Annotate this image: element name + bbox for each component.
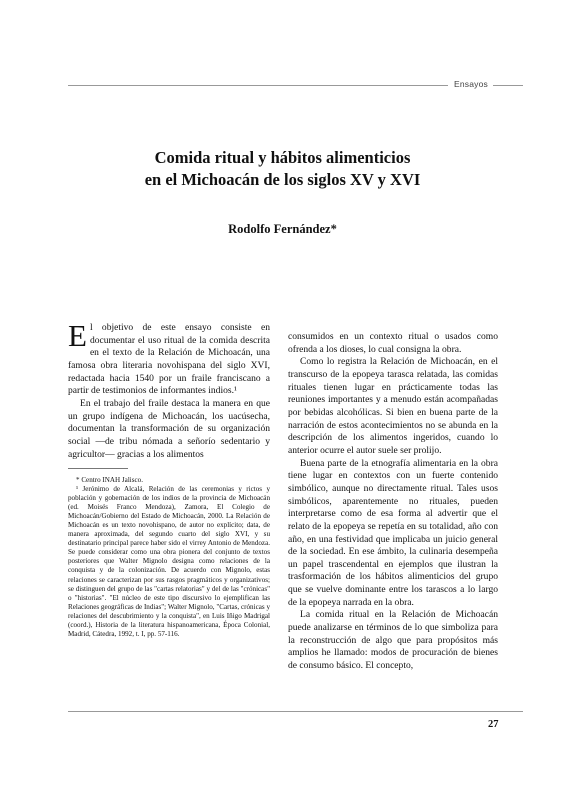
- header-rule-right: [493, 85, 523, 86]
- paragraph-intro-text: l objetivo de este ensayo consiste en documentar el uso ritual de la comida descrita en el texto de la Relación de Michoacán, una famosa obra literaria novohispana del siglo XVI, redactada hacia 1540 por un fraile franciscano a partir de testimonios de informantes indios.¹: [68, 322, 270, 397]
- paragraph: Como lo registra la Relación de Michoacán, en el transcurso de la epopeya tarasca relatada, las comidas rituales tienen lugar en prácticamente todas las reuniones importantes y a menudo están acompañadas por bebidas alcohólicas. Si bien en buena parte de la narración de estos acontecimientos no se abunda en la descripción de los alimentos ingeridos, cuando lo anterior ocurre el autor suele ser prolijo.: [288, 356, 498, 456]
- drop-cap: E: [68, 318, 87, 353]
- paragraph-intro: [68, 318, 270, 398]
- title-line-1: Comida ritual y hábitos alimenticios: [154, 148, 411, 167]
- footnote-rule: [68, 468, 128, 469]
- section-label: Ensayos: [454, 79, 489, 89]
- page-number: 27: [488, 719, 499, 730]
- footer-rule: [68, 711, 523, 712]
- footnote-1: ¹ Jerónimo de Alcalá, Relación de las ceremonias y rictos y población y gobernación de los indios de la provincia de Michoacán (ed. Moisés Franco Mendoza), Zamora, El Colegio de Michoacán/Gobierno del Estado de Michoacán, 2000. La Relación de Michoacán es un texto novohispano, de autor no explícito; data, de manera aproximada, del segundo cuarto del siglo XVI, y su destinatario principal parece haber sido el virrey Antonio de Mendoza. Se puede considerar como una obra pionera del conjunto de textos posteriores que Walter Mignolo designa como relaciones de la conquista y de la colonización. De acuerdo con Mignolo, estas relaciones se caracterizan por sus rasgos pragmáticos y organizativos; se distinguen del grupo de las "cartas relatorias" y del de las "crónicas" o "historias". "El núcleo de este tipo discursivo lo ejemplifican las Relaciones geográficas de Indias"; Walter Mignolo, "Cartas, crónicas y relaciones del descubrimiento y la conquista", en Luis Iñigo Madrigal (coord.), Historia de la literatura hispanoamericana, Época Colonial, Madrid, Cátedra, 1992, t. I, pp. 57-116.: [68, 485, 270, 638]
- paragraph: La comida ritual en la Relación de Michoacán puede analizarse en términos de lo que simboliza para la reconstrucción de algo que para propósitos más amplios he llamado: modos de procuración de bienes de consumo básico. El concepto,: [288, 609, 498, 672]
- header-rule-left: [68, 85, 448, 86]
- paragraph: En el trabajo del fraile destaca la manera en que un grupo indígena de Michoacán, los uacúsecha, documentan la transformación de su organización social —de tribu nómada a señorío sedentario y agricultor— gracias a los alimentos: [68, 397, 270, 460]
- footnote-affiliation: * Centro INAH Jalisco.: [76, 476, 143, 484]
- paragraph: Buena parte de la etnografía alimentaria en la obra tiene lugar en contextos con un fuerte contenido simbólico, aunque no directamente ritual. Tales usos simbólicos, aparentemente no rituales, pueden interpretarse como de esa forma al advertir que el relato de la epopeya se repetía en su totalidad, año con año, en una festividad que implicaba un juicio general de la sociedad. En ese ámbito, la culinaria desempeña un papel trascendental en ejemplos que ilustran la trasformación de los hábitos alimenticios del grupo que se vuelve dominante entre los tarascos a lo largo de la epopeya narrada en la obra.: [288, 457, 498, 608]
- article-title: [80, 147, 485, 191]
- article-author: Rodolfo Fernández*: [228, 222, 337, 236]
- body-column-left: [68, 318, 270, 461]
- paragraph: consumidos en un contexto ritual o usados como ofrenda a los dioses, lo cual consigna la obra.: [288, 331, 498, 355]
- body-column-right: [288, 331, 498, 673]
- title-line-2: en el Michoacán de los siglos XV y XVI: [144, 170, 421, 189]
- footnotes: [68, 476, 270, 639]
